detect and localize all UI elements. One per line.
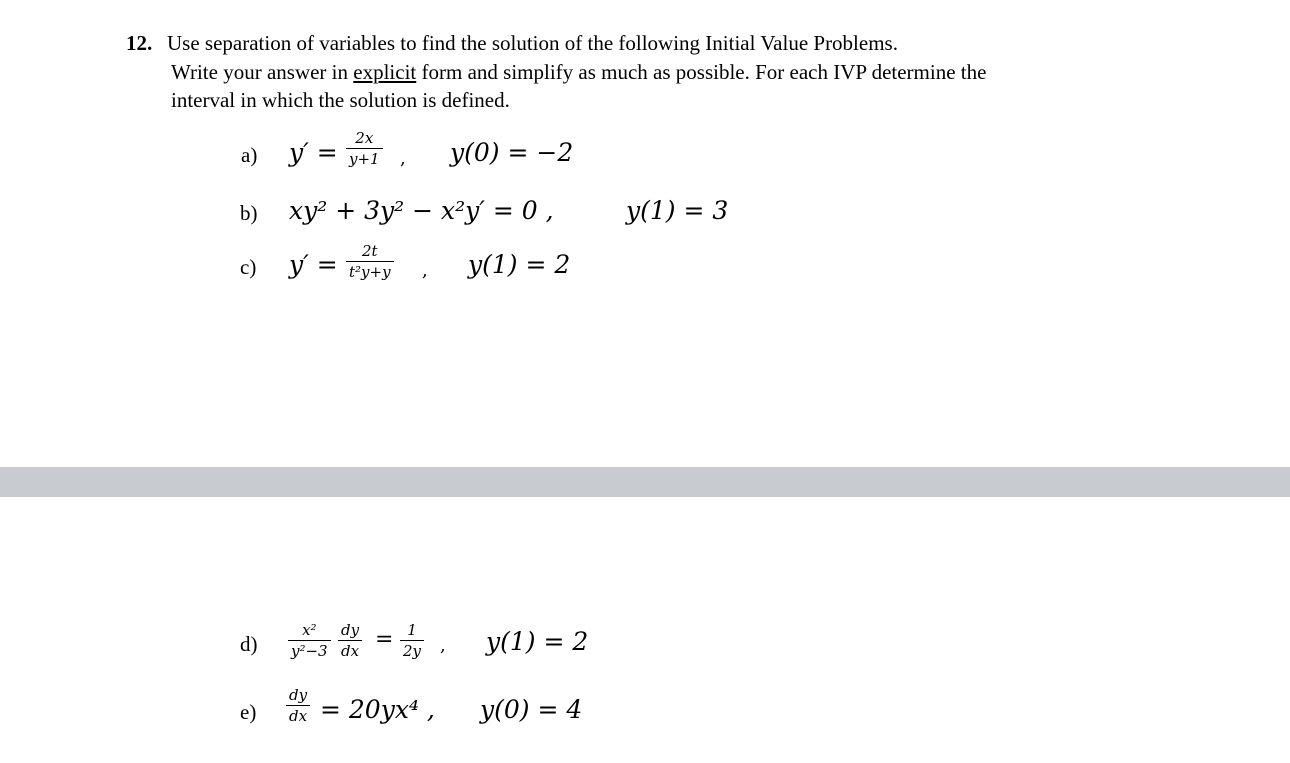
part-d-comma: , bbox=[440, 635, 446, 656]
part-d-fraction-3-denominator: 2y bbox=[403, 642, 422, 660]
part-d-fraction-1 bbox=[288, 621, 331, 660]
part-c-label: c) bbox=[240, 255, 257, 279]
part-d-fraction-3-numerator: 1 bbox=[407, 621, 417, 639]
part-d-fraction-1-denominator: y²−3 bbox=[291, 642, 328, 660]
part-d-fraction-2-numerator: dy bbox=[341, 621, 360, 639]
instructions-line-2-start: Write your answer in bbox=[171, 60, 354, 84]
part-e-rhs: = 20yx⁴ , bbox=[320, 695, 435, 724]
part-d-fraction-1-numerator: x² bbox=[302, 621, 317, 639]
part-d-initial-condition: y(1) = 2 bbox=[486, 627, 589, 656]
part-e-numerator: dy bbox=[289, 686, 308, 704]
part-d-fraction-2-denominator: dx bbox=[341, 642, 360, 660]
part-a-comma: , bbox=[400, 148, 406, 169]
problem-number: 12. bbox=[126, 31, 153, 55]
instructions-line-1: Use separation of variables to find the solution of the following Initial Value Problems. bbox=[167, 31, 898, 55]
part-e-denominator: dx bbox=[289, 707, 308, 725]
part-a-fraction bbox=[346, 129, 383, 168]
part-a-lhs: y′ = bbox=[289, 138, 338, 167]
instructions-line-3: interval in which the solution is defined. bbox=[171, 88, 510, 112]
page-bottom bbox=[0, 497, 1290, 763]
part-a-numerator: 2x bbox=[355, 129, 374, 147]
part-e-fraction bbox=[286, 686, 310, 725]
instructions-line-2 bbox=[171, 60, 986, 85]
part-c-lhs: y′ = bbox=[289, 250, 338, 279]
part-b-initial-condition: y(1) = 3 bbox=[626, 196, 729, 225]
part-a-initial-condition: y(0) = −2 bbox=[450, 138, 574, 167]
part-d-label: d) bbox=[240, 632, 258, 656]
part-c-denominator: t²y+y bbox=[349, 263, 391, 281]
part-a-label: a) bbox=[241, 143, 258, 167]
emphasis-explicit: explicit bbox=[353, 60, 417, 84]
part-c-comma: , bbox=[422, 260, 428, 281]
part-c-initial-condition: y(1) = 2 bbox=[468, 250, 571, 279]
part-d-fraction-3 bbox=[400, 621, 424, 660]
page-separator bbox=[0, 467, 1290, 497]
part-c-numerator: 2t bbox=[361, 242, 378, 260]
part-a-denominator: y+1 bbox=[349, 150, 380, 168]
part-e-label: e) bbox=[240, 700, 257, 724]
part-b-label: b) bbox=[240, 201, 258, 225]
part-d-fraction-2 bbox=[338, 621, 362, 660]
part-b-equation: xy² + 3y² − x²y′ = 0 , bbox=[289, 196, 554, 225]
instructions-line-2-end: form and simplify as much as possible. For each IVP determine the bbox=[416, 60, 987, 84]
part-c-fraction bbox=[346, 242, 394, 281]
part-d-equals: = bbox=[375, 627, 394, 652]
part-e-initial-condition: y(0) = 4 bbox=[480, 695, 583, 724]
